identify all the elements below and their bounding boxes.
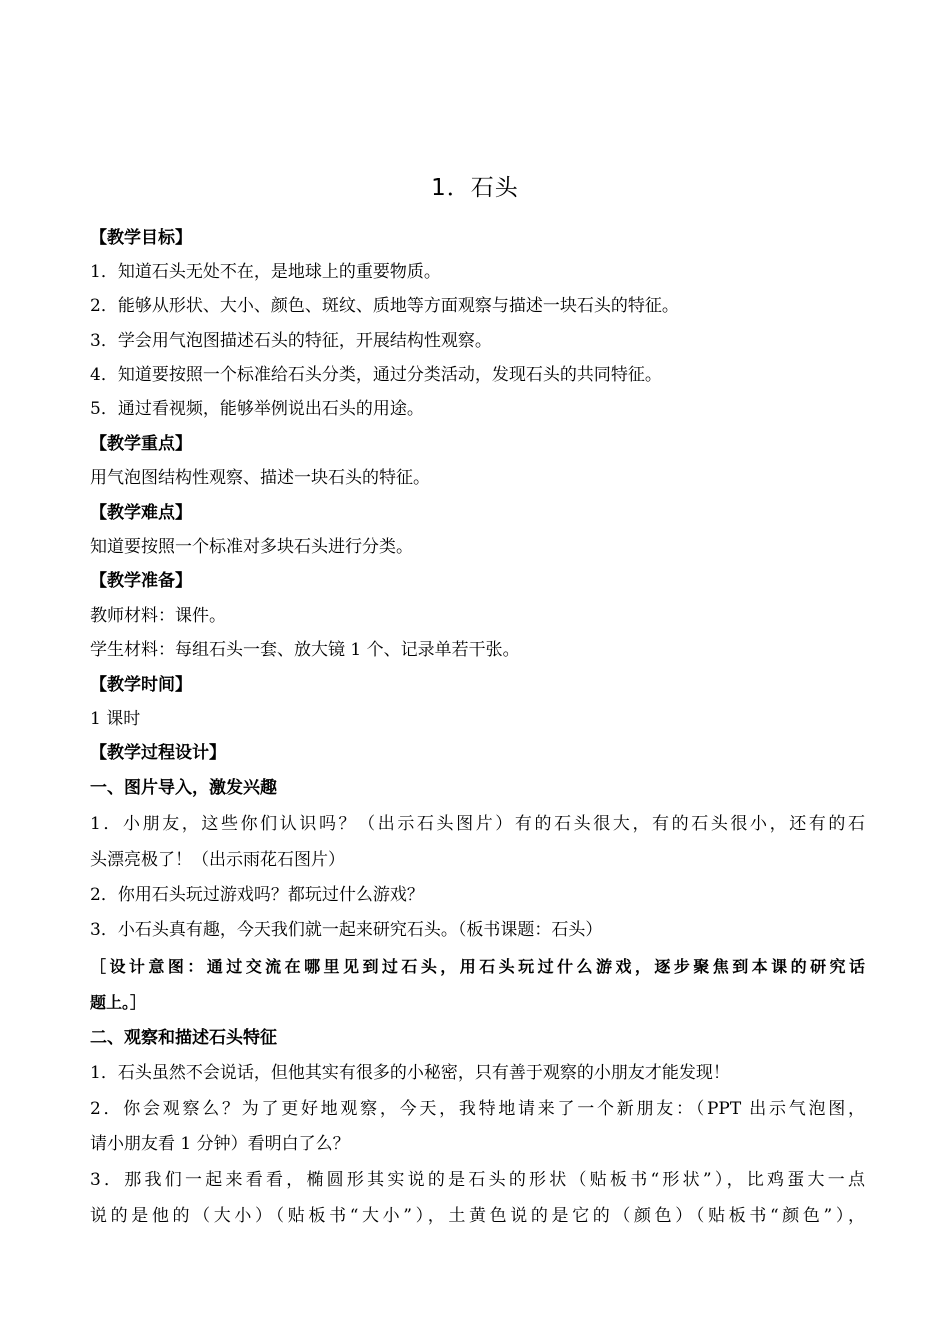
teacher-materials: 教师材料：课件。 bbox=[90, 606, 226, 626]
difficulties-text: 知道要按照一个标准对多块石头进行分类。 bbox=[90, 537, 413, 557]
section-1-heading: 一、图片导入，激发兴趣 bbox=[90, 778, 277, 798]
objective-item-5: 5．通过看视频，能够举例说出石头的用途。 bbox=[90, 399, 424, 419]
section-2-step-2-line-2: 请小朋友看 1 分钟）看明白了么？ bbox=[90, 1134, 350, 1154]
section-2-step-1: 1．石头虽然不会说话，但他其实有很多的小秘密，只有善于观察的小朋友才能发现！ bbox=[90, 1063, 730, 1083]
section-1-step-2: 2．你用石头玩过游戏吗？都玩过什么游戏？ bbox=[90, 885, 424, 905]
heading-teaching-objectives: 【教学目标】 bbox=[90, 228, 192, 248]
heading-difficulties: 【教学难点】 bbox=[90, 503, 192, 523]
heading-process-design: 【教学过程设计】 bbox=[90, 743, 226, 763]
section-1-step-3: 3．小石头真有趣，今天我们就一起来研究石头。（板书课题：石头） bbox=[90, 920, 603, 940]
section-2-heading: 二、观察和描述石头特征 bbox=[90, 1028, 277, 1048]
objective-item-4: 4．知道要按照一个标准给石头分类，通过分类活动，发现石头的共同特征。 bbox=[90, 365, 662, 385]
teaching-time-text: 1 课时 bbox=[90, 709, 141, 729]
heading-teaching-time: 【教学时间】 bbox=[90, 675, 192, 695]
student-materials: 学生材料：每组石头一套、放大镜 1 个、记录单若干张。 bbox=[90, 640, 520, 660]
section-1-step-1-line-1: 1．小朋友，这些你们认识吗？（出示石头图片）有的石头很大，有的石头很小，还有的石 bbox=[90, 814, 865, 834]
objective-item-3: 3．学会用气泡图描述石头的特征，开展结构性观察。 bbox=[90, 331, 492, 351]
section-1-step-1-line-2: 头漂亮极了！（出示雨花石图片） bbox=[90, 850, 345, 870]
section-2-step-3-line-1: 3．那我们一起来看看，椭圆形其实说的是石头的形状（贴板书“形状”），比鸡蛋大一点 bbox=[90, 1170, 865, 1190]
design-intent-line-2: 题上。］ bbox=[90, 993, 147, 1012]
objective-item-2: 2．能够从形状、大小、颜色、斑纹、质地等方面观察与描述一块石头的特征。 bbox=[90, 296, 679, 316]
page-title: 1．石头 bbox=[431, 175, 519, 201]
heading-key-points: 【教学重点】 bbox=[90, 434, 192, 454]
key-points-text: 用气泡图结构性观察、描述一块石头的特征。 bbox=[90, 468, 430, 488]
design-intent-line-1: ［设计意图：通过交流在哪里见到过石头，用石头玩过什么游戏，逐步聚焦到本课的研究话 bbox=[90, 957, 865, 976]
section-2-step-3-line-2: 说的是他的（大小）（贴板书“大小”），土黄色说的是它的（颜色）（贴板书“颜色”）， bbox=[90, 1206, 865, 1226]
objective-item-1: 1．知道石头无处不在，是地球上的重要物质。 bbox=[90, 262, 441, 282]
heading-preparation: 【教学准备】 bbox=[90, 571, 192, 591]
section-2-step-2-line-1: 2．你会观察么？为了更好地观察，今天，我特地请来了一个新朋友：（PPT 出示气泡图， bbox=[90, 1099, 865, 1119]
